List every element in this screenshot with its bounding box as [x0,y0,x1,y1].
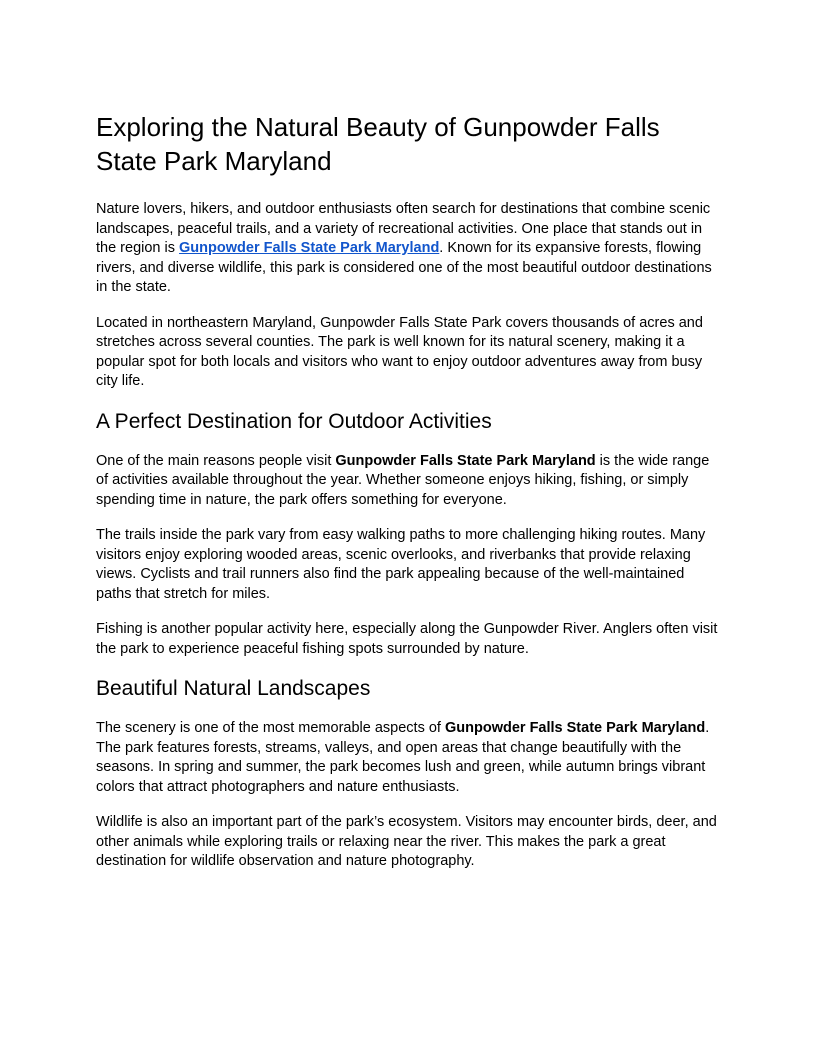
landscapes-heading: Beautiful Natural Landscapes [96,677,371,700]
outdoor-paragraph-1 [96,452,722,511]
outdoor-paragraph-2: The trails inside the park vary from easy walking paths to more challenging hiking routes. Many visitors enjoy exploring wooded areas, scenic overlooks, and riverbanks that provide relaxing views. Cyclists and trail runners also find the park appealing because of the well-maintained paths that stretch for miles. [96,527,706,602]
landscapes-paragraph-1 [96,719,722,797]
intro-text-after-link: . Known for its expansive forests, flowing rivers, and diverse wildlife, this park is considered one of the most beautiful outdoor destinations in the state. [96,240,712,295]
landscapes-text-after-bold: . The park features forests, streams, valleys, and open areas that change beautifully with the seasons. In spring and summer, the park becomes lush and green, while autumn brings vibrant colors that attract photographers and nature enthusiasts. [96,720,710,795]
outdoor-text-after-bold: is the wide range of activities available throughout the year. Whether someone enjoys hiking, fishing, or simply spending time in nature, the park offers something for everyone. [96,452,710,508]
intro-text-before-link: Nature lovers, hikers, and outdoor enthusiasts often search for destinations that combine scenic landscapes, peaceful trails, and a variety of recreational activities. One place that stands out in the region is [96,201,711,256]
intro-paragraph-1 [96,200,722,298]
park-link[interactable]: Gunpowder Falls State Park Maryland [179,240,440,256]
outdoor-park-name-bold: Gunpowder Falls State Park Maryland [335,452,596,469]
intro-paragraph-2: Located in northeastern Maryland, Gunpowder Falls State Park covers thousands of acres and stretches across several counties. The park is well known for its natural scenery, making it a popular spot for both locals and visitors who want to enjoy outdoor adventures away from busy city life. [96,314,703,389]
landscapes-park-name-bold: Gunpowder Falls State Park Maryland [444,720,706,736]
landscapes-paragraph-2: Wildlife is also an important part of the park’s ecosystem. Visitors may encounter birds, deer, and other animals while exploring trails or relaxing near the river. This makes the park a great destination for wildlife observation and nature photography. [96,814,717,869]
document-page [96,110,722,888]
outdoor-text-before-bold: One of the main reasons people visit [96,452,336,469]
landscapes-text-before-bold: The scenery is one of the most memorable aspects of [96,720,445,736]
page-title: Exploring the Natural Beauty of Gunpowder Falls State Park Maryland [96,112,660,176]
outdoor-activities-heading: A Perfect Destination for Outdoor Activities [96,409,492,433]
outdoor-paragraph-3: Fishing is another popular activity here, especially along the Gunpowder River. Anglers often visit the park to experience peaceful fishing spots surrounded by nature. [96,621,718,657]
